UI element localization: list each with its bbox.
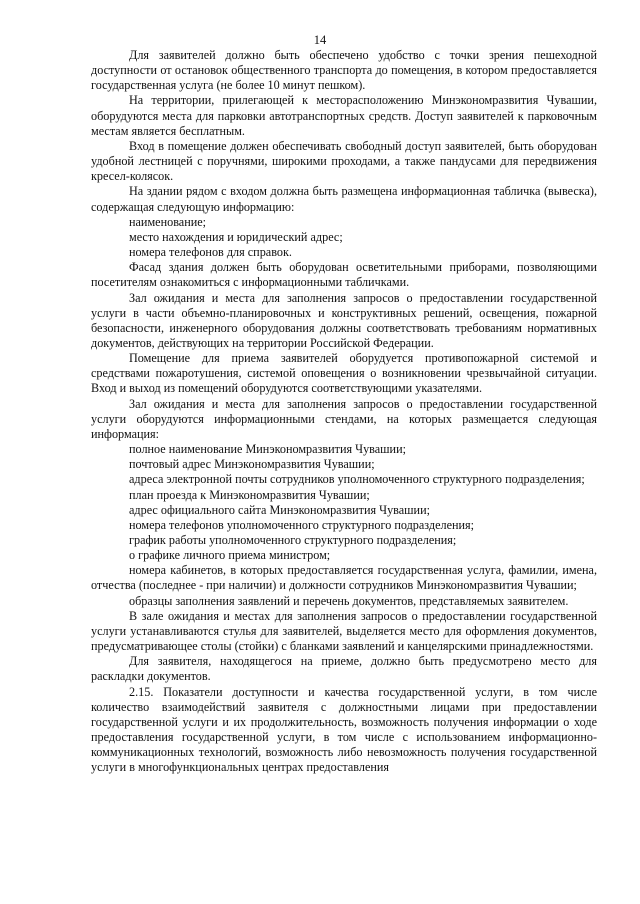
list-item: о графике личного приема министром; bbox=[129, 548, 331, 563]
list-item: наименование; bbox=[129, 214, 207, 229]
paragraph: Фасад здания должен быть оборудован осветительными приборами, позволяющими посетителям ознакомиться с информационными табличками. bbox=[91, 260, 597, 290]
document-body bbox=[91, 48, 597, 776]
list-item: номера телефонов уполномоченного структурного подразделения; bbox=[129, 517, 475, 532]
page-number: 14 bbox=[313, 33, 327, 47]
list-item: полное наименование Минэкономразвития Чувашии; bbox=[129, 442, 406, 457]
paragraph: Для заявителей должно быть обеспечено удобство с точки зрения пешеходной доступности от остановок общественного транспорта до помещения, в котором предоставляется государственная услуга (не более 10 минут пешком). bbox=[91, 48, 597, 93]
list-item: адрес официального сайта Минэкономразвития Чувашии; bbox=[129, 502, 430, 517]
paragraph: На здании рядом с входом должна быть размещена информационная табличка (вывеска), содержащая следующую информацию: bbox=[91, 184, 597, 214]
paragraph: Зал ожидания и места для заполнения запросов о предоставлении государственной услуги оборудуются информационными стендами, на которых размещается следующая информация: bbox=[91, 396, 597, 441]
list-item: график работы уполномоченного структурного подразделения; bbox=[129, 533, 457, 547]
list-item: образцы заполнения заявлений и перечень документов, представляемых заявителем. bbox=[129, 593, 569, 608]
paragraph: Зал ожидания и места для заполнения запросов о предоставлении государственной услуги в части объемно-планировочных и конструктивных решений, освещения, пожарной безопасности, инженерного оборудования должны соответствовать требованиям нормативных документов, действующих на территории Российской Федерации. bbox=[91, 290, 597, 350]
paragraph: 2.15. Показатели доступности и качества государственной услуги, в том числе количество взаимодействий заявителя с должностными лицами при предоставлении государственной услуги и их продолжительность, возможность получения информации о ходе предоставления государственной услуги, в том числе с использованием информационно-коммуникационных технологий, возможность либо невозможность получения государственной услуги в многофункциональных центрах предоставления bbox=[91, 684, 597, 775]
list-item: место нахождения и юридический адрес; bbox=[129, 229, 343, 244]
paragraph: Помещение для приема заявителей оборудуется противопожарной системой и средствами пожаротушения, системой оповещения о возникновении чрезвычайной ситуации. Вход и выход из помещений оборудуются соответствующими указателями. bbox=[91, 351, 597, 396]
list-item: номера кабинетов, в которых предоставляется государственная услуга, фамилии, имена, отчества (последнее - при наличии) и должности сотрудников Минэкономразвития Чувашии; bbox=[91, 563, 597, 593]
list-item: номера телефонов для справок. bbox=[129, 245, 292, 260]
paragraph: На территории, прилегающей к месторасположению Минэкономразвития Чувашии, оборудуются места для парковки автотранспортных средств. Доступ заявителей к парковочным местам является бесплатным. bbox=[91, 93, 597, 138]
paragraph: В зале ожидания и местах для заполнения запросов о предоставлении государственной услуги устанавливаются стулья для заявителей, выделяется место для оформления документов, предусматривающее столы (стойки) с бланками заявлений и канцелярскими принадлежностями. bbox=[91, 608, 597, 654]
paragraph: Вход в помещение должен обеспечивать свободный доступ заявителей, быть оборудован удобной лестницей с поручнями, широкими проходами, а также пандусами для передвижения кресел-колясок. bbox=[91, 138, 597, 184]
list-item: адреса электронной почты сотрудников уполномоченного структурного подразделения; bbox=[129, 472, 585, 487]
list-item: план проезда к Минэкономразвития Чувашии; bbox=[129, 487, 370, 502]
list-item: почтовый адрес Минэкономразвития Чувашии; bbox=[129, 457, 375, 472]
paragraph: Для заявителя, находящегося на приеме, должно быть предусмотрено место для раскладки документов. bbox=[91, 654, 597, 684]
